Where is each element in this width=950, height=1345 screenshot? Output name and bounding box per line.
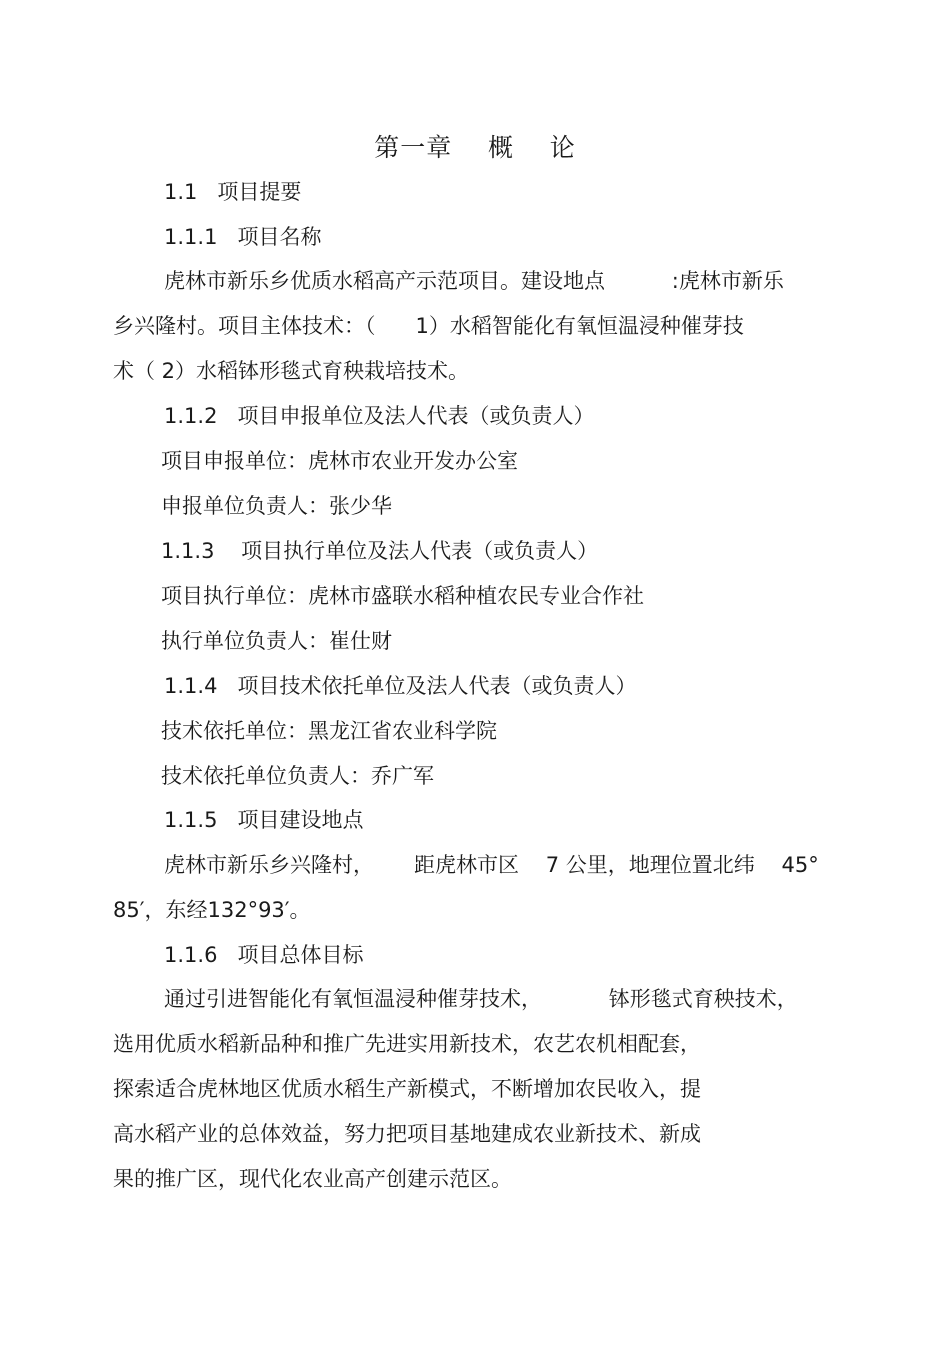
paragraph-line: 选用优质水稻新品种和推广先进实用新技术，农艺农机相配套，: [113, 1032, 701, 1056]
exec-person-text: 执行单位负责人：崔仕财: [161, 629, 392, 653]
paragraph-line: 乡兴隆村。项目主体技术：（ 1）水稻智能化有氧恒温浸种催芽技: [113, 314, 744, 338]
paragraph-line: 虎林市新乐乡优质水稻高产示范项目。建设地点 :虎林市新乐: [164, 269, 784, 293]
apply-person-text: 申报单位负责人：张少华: [161, 494, 392, 518]
chapter-title: 第一章 概 论: [374, 133, 576, 162]
section-heading-1-1-2: 1.1.2 项目申报单位及法人代表（或负责人）: [164, 404, 595, 428]
paragraph-line: 探索适合虎林地区优质水稻生产新模式，不断增加农民收入，提: [113, 1077, 701, 1101]
section-heading-1-1: 1.1 项目提要: [164, 180, 302, 204]
paragraph-line: 术（ 2）水稻钵形毯式育秧栽培技术。: [113, 359, 470, 383]
tech-person-text: 技术依托单位负责人：乔广军: [161, 764, 434, 788]
tech-unit-text: 技术依托单位：黑龙江省农业科学院: [161, 719, 497, 743]
paragraph-line: 85′，东经132°93′。: [113, 898, 311, 922]
paragraph-line: 虎林市新乐乡兴隆村， 距虎林市区 7 公里，地理位置北纬 45°: [164, 853, 819, 877]
section-heading-1-1-5: 1.1.5 项目建设地点: [164, 808, 364, 832]
paragraph-line: 通过引进智能化有氧恒温浸种催芽技术， 钵形毯式育秧技术，: [164, 987, 798, 1011]
paragraph-line: 果的推广区，现代化农业高产创建示范区。: [113, 1167, 512, 1191]
paragraph-line: 高水稻产业的总体效益，努力把项目基地建成农业新技术、新成: [113, 1122, 701, 1146]
section-heading-1-1-6: 1.1.6 项目总体目标: [164, 943, 364, 967]
section-heading-1-1-4: 1.1.4 项目技术依托单位及法人代表（或负责人）: [164, 674, 637, 698]
apply-unit-text: 项目申报单位：虎林市农业开发办公室: [161, 449, 518, 473]
section-heading-1-1-1: 1.1.1 项目名称: [164, 225, 322, 249]
section-heading-1-1-3: 1.1.3 项目执行单位及法人代表（或负责人）: [161, 539, 599, 563]
exec-unit-text: 项目执行单位：虎林市盛联水稻种植农民专业合作社: [161, 584, 644, 608]
